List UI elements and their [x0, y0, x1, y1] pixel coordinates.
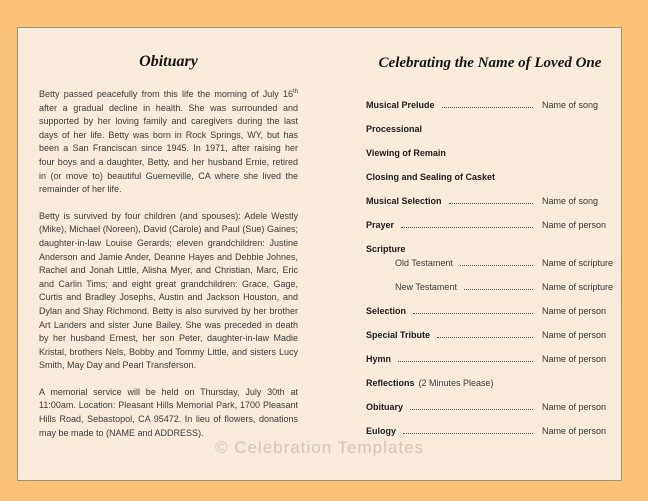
dotted-leader — [464, 289, 533, 290]
dotted-leader — [398, 361, 533, 362]
program-item-musical-selection — [366, 196, 614, 207]
obituary-paragraph-1-text: Betty passed peacefully from this life the morning of July 16 — [39, 89, 293, 99]
program-item-new-testament — [395, 282, 614, 293]
program-item-value: Name of person — [542, 330, 607, 340]
watermark: © Celebration Templates — [214, 438, 425, 457]
obituary-title: Obituary — [139, 53, 198, 70]
obituary-paragraph-3: A memorial service will be held on Thursday, July 30th at 11:00am. Location: Pleasant Hills Memorial Park, 1700 Pleasant Hills Road, Sebastopol, CA 95472. In lieu of flowers, donations may be made to (NAME and ADDRESS). — [39, 386, 298, 438]
order-of-service-column — [366, 54, 614, 450]
program-item-special-tribute — [366, 330, 614, 341]
program-item-label: Viewing of Remain — [366, 148, 446, 158]
dotted-leader — [460, 265, 533, 266]
program-item-musical-prelude — [366, 100, 614, 111]
program-sheet — [17, 27, 622, 481]
program-item-label: Musical Selection — [366, 196, 442, 206]
program-item-obituary — [366, 402, 614, 413]
program-item-label: Processional — [366, 124, 423, 134]
program-item-selection — [366, 306, 614, 317]
program-item-reflections — [366, 378, 614, 389]
program-item-label: Old Testament — [395, 258, 453, 268]
program-item-value: Name of person — [542, 354, 607, 364]
program-item-value: Name of person — [542, 426, 607, 436]
program-item-closing-and-sealing — [366, 172, 614, 183]
program-item-value: Name of person — [542, 402, 607, 412]
dotted-leader — [437, 337, 533, 338]
program-item-value: Name of song — [542, 100, 599, 110]
dotted-leader — [410, 409, 533, 410]
program-item-value: Name of person — [542, 220, 607, 230]
program-item-viewing-of-remain — [366, 148, 614, 159]
program-item-label: New Testament — [395, 282, 457, 292]
program-item-prayer — [366, 220, 614, 231]
program-item-label: Reflections — [366, 378, 415, 388]
program-item-processional — [366, 124, 614, 135]
program-item-hymn — [366, 354, 614, 365]
obituary-paragraph-1-continued: after a gradual decline in health. She was surrounded and supported by her loving family and caregivers during the last days of her life. Betty was born in Rock Springs, WY, but has been a San Franciscan since 1945. In 1971, after raising her four boys and a daughter, Betty, and her husband Ernie, retired in (or move to) beautiful Guerneville, CA where she lived the remainder of her life. — [39, 102, 298, 195]
order-of-service-title: Celebrating the Name of Loved One — [378, 55, 602, 71]
program-item-value: Name of scripture — [542, 282, 614, 292]
program-item-value: Name of scripture — [542, 258, 614, 268]
obituary-paragraph-2: Betty is survived by four children (and spouses): Adele Westly (Mike), Michael (Noreen), David (Carole) and Paul (Sue) Gaines; daughter-in-law Louise Gerards; eleven grandchildren: Justine Anderson and Jamie Ander, Deanne Hayes and Debbie Johnes, Rachel and Jonah Little, Alisha Myer, and Christian, Marc, Eric and Carlin Tims; and eight great grandchildren: Grace, Gage, Curtis and Bradley Josephs, Austin and Jackson Houston, and Dylan and Shay Richmond. Betty is also survived by her brother Art Landers and sister June Bailey. She was preceded in death by her husband Ernest, her son Peter, daughter-in-law Madie Kristal, brothers Nels, Bobby and Tommy Little, and sisters Lucy Smith, May Day and Pearl Transferson. — [39, 210, 298, 371]
program-item-label: Selection — [366, 306, 407, 316]
program-item-eulogy — [366, 426, 614, 437]
program-item-label: Closing and Sealing of Casket — [366, 172, 496, 182]
program-item-label: Eulogy — [366, 426, 397, 436]
program-item-label: Special Tribute — [366, 330, 431, 340]
ordinal-superscript: th — [292, 89, 298, 95]
program-item-label: Musical Prelude — [366, 100, 435, 110]
program-item-value: Name of song — [542, 196, 599, 206]
program-item-scripture — [366, 244, 614, 255]
program-item-note: (2 Minutes Please) — [418, 378, 494, 388]
dotted-leader — [442, 107, 533, 108]
program-item-label: Hymn — [366, 354, 392, 364]
program-item-value: Name of person — [542, 306, 607, 316]
obituary-column — [39, 52, 298, 453]
dotted-leader — [449, 203, 533, 204]
program-item-label: Obituary — [366, 402, 404, 412]
obituary-paragraph-1 — [39, 88, 298, 197]
dotted-leader — [413, 313, 533, 314]
dotted-leader — [401, 227, 533, 228]
program-item-old-testament — [395, 258, 614, 269]
program-item-label: Prayer — [366, 220, 395, 230]
dotted-leader — [403, 433, 533, 434]
program-item-label: Scripture — [366, 244, 406, 254]
